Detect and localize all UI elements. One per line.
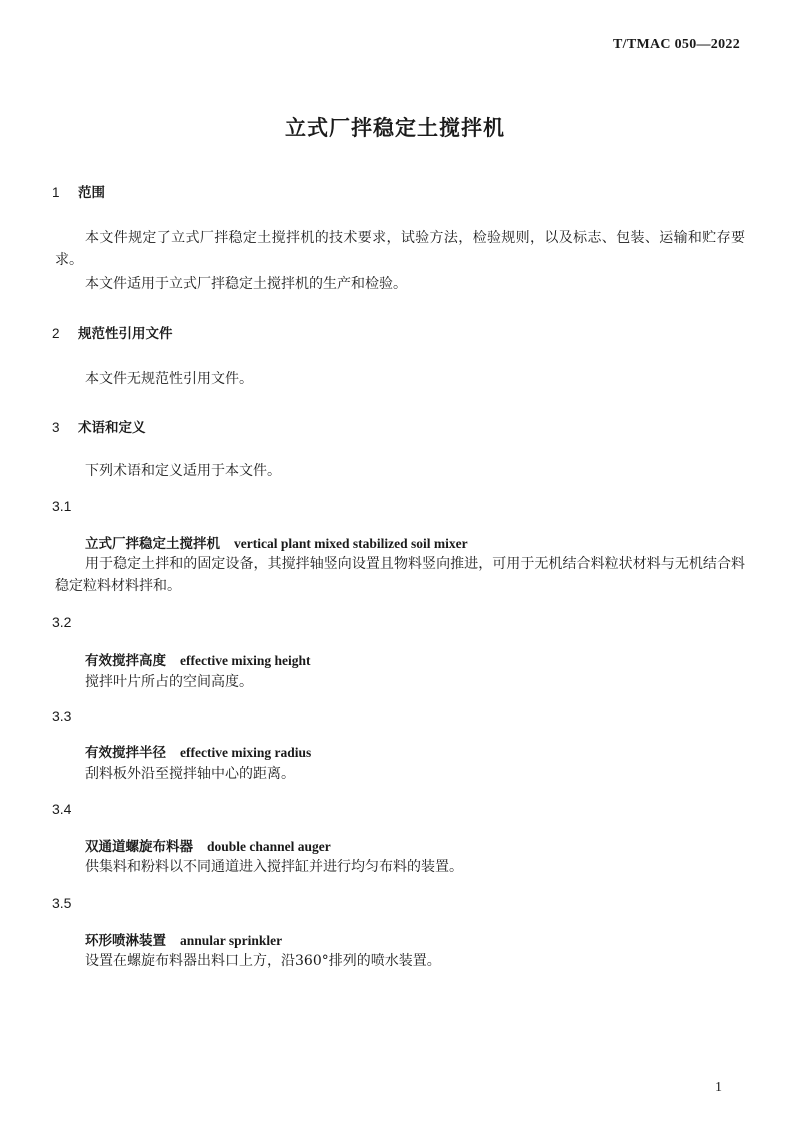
term-zh: 环形喷淋装置: [85, 933, 166, 949]
clause-number: 3.3: [52, 708, 72, 724]
term-entry: [85, 835, 331, 855]
term-zh: 有效搅拌高度: [85, 653, 166, 669]
term-zh: 双通道螺旋布料器: [85, 839, 193, 855]
term-en: annular sprinkler: [180, 933, 283, 948]
clause-number: 3.5: [52, 895, 72, 911]
section-number: 1: [52, 185, 60, 200]
document-id: T/TMAC 050—2022: [613, 37, 740, 52]
paragraph: 本文件无规范性引用文件。: [85, 371, 253, 387]
section-heading-terms: [52, 416, 146, 436]
section-title: 范围: [78, 185, 105, 201]
term-en: double channel auger: [207, 839, 331, 854]
paragraph: 本文件规定了立式厂拌稳定土搅拌机的技术要求，试验方法，检验规则，以及标志、包装、运输和贮存要求。: [55, 230, 745, 268]
section-title: 术语和定义: [78, 420, 146, 436]
document-title: 立式厂拌稳定土搅拌机: [285, 116, 505, 140]
paragraph: 本文件适用于立式厂拌稳定土搅拌机的生产和检验。: [85, 276, 407, 292]
clause-number: 3.4: [52, 801, 72, 817]
term-definition: 用于稳定土拌和的固定设备，其搅拌轴竖向设置且物料竖向推进，可用于无机结合料粒状材料与无机结合料稳定粒料材料拌和。: [55, 556, 745, 594]
term-definition: 供集料和粉料以不同通道进入搅拌缸并进行均匀布料的装置。: [85, 859, 463, 875]
term-definition: 设置在螺旋布料器出料口上方，沿360°排列的喷水装置。: [85, 953, 441, 969]
term-entry: [85, 929, 282, 949]
page-number: 1: [715, 1080, 722, 1095]
term-en: effective mixing height: [180, 653, 311, 668]
term-en: effective mixing radius: [180, 745, 312, 760]
section-number: 2: [52, 326, 60, 341]
section-number: 3: [52, 420, 60, 435]
term-entry: [85, 532, 468, 552]
clause-number: 3.1: [52, 498, 72, 514]
term-definition: 搅拌叶片所占的空间高度。: [85, 674, 253, 690]
term-definition: 刮料板外沿至搅拌轴中心的距离。: [85, 766, 295, 782]
section-heading-normative-references: [52, 322, 173, 342]
paragraph: 下列术语和定义适用于本文件。: [85, 463, 281, 479]
term-en: vertical plant mixed stabilized soil mixer: [234, 536, 468, 551]
section-title: 规范性引用文件: [78, 326, 173, 342]
term-zh: 有效搅拌半径: [85, 745, 166, 761]
clause-number: 3.2: [52, 614, 72, 630]
term-entry: [85, 649, 310, 669]
term-entry: [85, 741, 311, 761]
section-heading-scope: [52, 181, 105, 201]
term-zh: 立式厂拌稳定土搅拌机: [85, 536, 220, 552]
